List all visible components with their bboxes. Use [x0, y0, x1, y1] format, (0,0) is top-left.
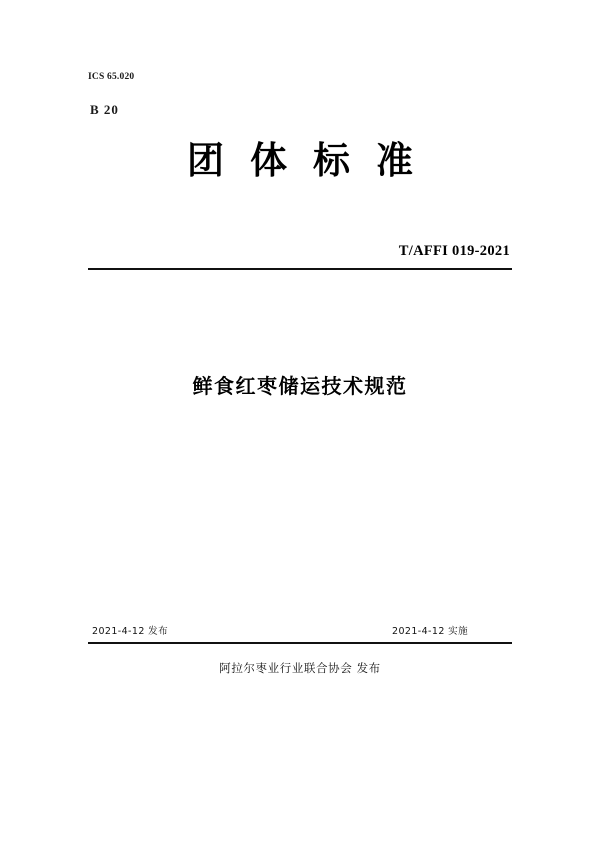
publisher-name: 阿拉尔枣业行业联合协会 发布	[219, 661, 381, 675]
standard-type-title: 团体标准	[187, 139, 439, 182]
standard-number: T/AFFI 019-2021	[398, 243, 510, 259]
classification-code: B 20	[90, 102, 119, 117]
document-title: 鲜食红枣储运技术规范	[192, 374, 408, 398]
footer-divider	[88, 642, 512, 644]
header-divider	[88, 268, 512, 270]
effective-date: 2021-4-12 实施	[392, 626, 468, 637]
issue-date: 2021-4-12 发布	[92, 626, 168, 637]
ics-code: ICS 65.020	[88, 72, 135, 82]
